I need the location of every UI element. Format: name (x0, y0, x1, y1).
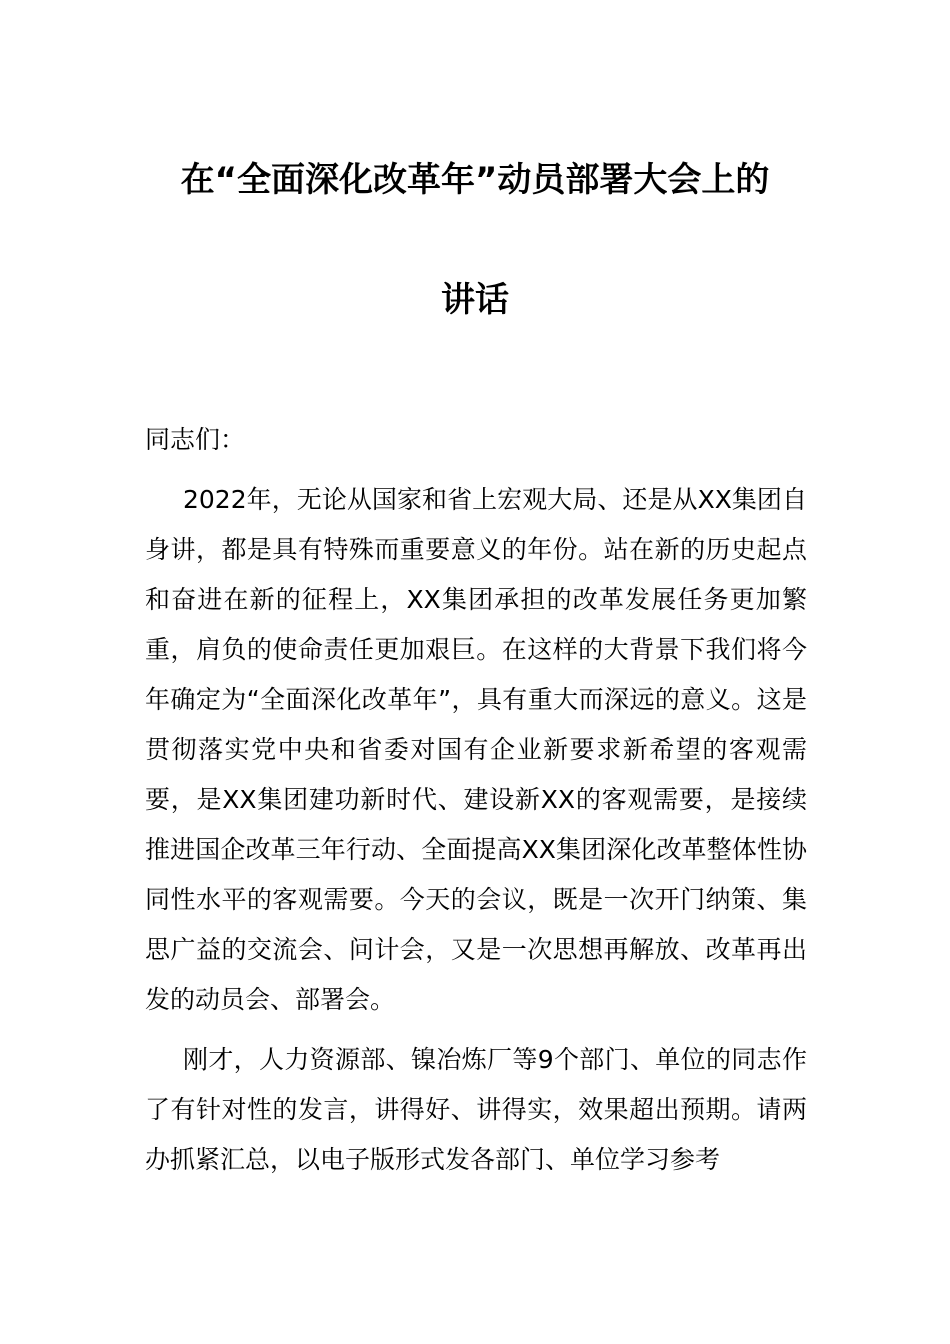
document-title-line-2: 讲话 (441, 280, 509, 320)
body-paragraph-1: 2022年，无论从国家和省上宏观大局、还是从XX集团自身讲，都是具有特殊而重要意义的年份。站在新的历史起点和奋进在新的征程上，XX集团承担的改革发展任务更加繁重，肩负的使命责任更加艰巨。在这样的大背景下我们将今年确定为“全面深化改革年”，具有重大而深远的意义。这是贯彻落实党中央和省委对国有企业新要求新希望的客观需要，是XX集团建功新时代、建设新XX的客观需要，是接续推进国企改革三年行动、全面提高XX集团深化改革整体性协同性水平的客观需要。今天的会议，既是一次开门纳策、集思广益的交流会、问计会，又是一次思想再解放、改革再出发的动员会、部署会。 (145, 485, 807, 1014)
document-title-line-1: 在“全面深化改革年”动员部署大会上的 (180, 160, 770, 200)
salutation: 同志们： (145, 425, 246, 454)
body-paragraph-2: 刚才，人力资源部、镍冶炼厂等9个部门、单位的同志作了有针对性的发言，讲得好、讲得实，效果超出预期。请两办抓紧汇总，以电子版形式发各部门、单位学习参考 (145, 1045, 807, 1174)
